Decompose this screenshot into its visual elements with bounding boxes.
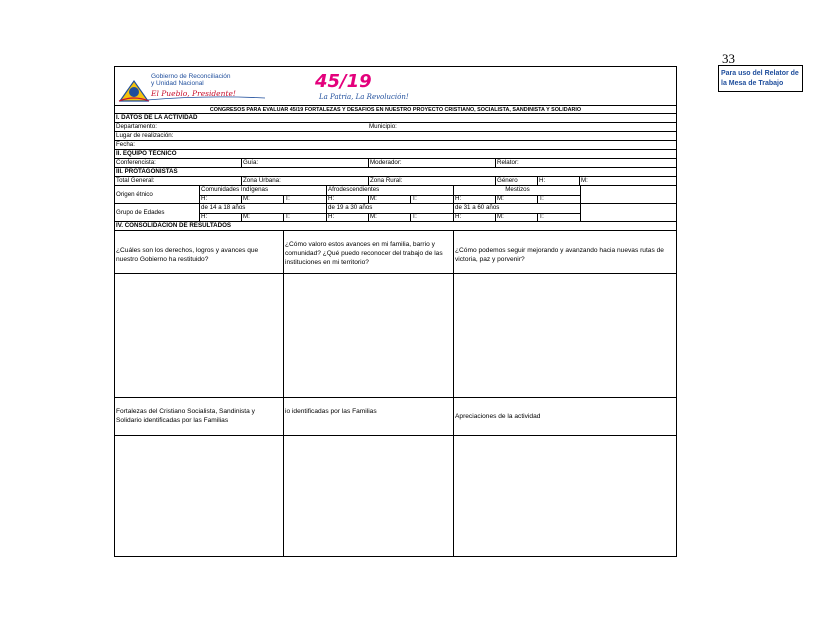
ci-m: M: (241, 195, 283, 203)
section2-heading: II. EQUIPO TÉCNICO (116, 150, 177, 157)
genero-h-label: H: (537, 177, 579, 185)
e3-m: M: (495, 213, 537, 221)
fecha-label: Fecha: (116, 141, 135, 148)
edad2-label: de 19 a 30 años (326, 204, 453, 213)
row-departamento (115, 122, 676, 131)
gov-line-1: Gobierno de Reconciliación (151, 73, 231, 80)
section1-heading-row (115, 113, 676, 122)
e3-h: H: (453, 213, 495, 221)
section3-heading-row (115, 167, 676, 176)
afro-label: Afrodescendientes (326, 186, 453, 195)
genero-m-label: M: (581, 177, 588, 184)
brand-tagline: La Patria, La Revolución! (319, 93, 409, 101)
desafios-label: io identificadas por las Familias (285, 408, 377, 415)
moderador-label: Moderador: (368, 159, 495, 167)
gov-slogan: El Pueblo, Presidente! (151, 89, 236, 98)
row-lugar (115, 131, 676, 140)
af-t: T: (410, 195, 453, 203)
apreciaciones-label: Apreciaciones de la actividad (455, 413, 541, 420)
form-title: CONGRESOS PARA EVALUAR 45/19 FORTALEZAS Y DESAFIOS EN NUESTRO PROYECTO CRISTIANO, SOCIALISTA, SANDINISTA Y SOLIDARIO (209, 107, 582, 113)
e1-m: M: (241, 213, 283, 221)
edad1-label: de 14 a 18 años (199, 204, 326, 213)
page-number: 33 (722, 51, 735, 66)
origen-label: Origen étnico (116, 191, 153, 198)
gov-line-2: y Unidad Nacional (151, 80, 204, 87)
conferencista-label: Conferencista: (116, 159, 156, 166)
e3-t: T: (537, 213, 580, 221)
genero-label: Género (495, 177, 537, 185)
edad3-label: de 31 a 60 años (453, 204, 580, 213)
brand-number: 45/19 (315, 71, 372, 92)
total-label: Total General: (116, 177, 155, 184)
af-m: M: (368, 195, 410, 203)
logo-zone (115, 67, 676, 105)
af-h: H: (326, 195, 368, 203)
zona-rural-label: Zona Rural: (368, 177, 495, 185)
question-2: ¿Cómo valoro estos avances en mi familia, barrio y comunidad? ¿Qué puedo reconocer del trabajo de las instituciones en mi territorio? (285, 241, 443, 266)
question-3: ¿Cómo podemos seguir mejorando y avanzando hacia nuevas rutas de victoria, paz y porvenir? (455, 247, 664, 263)
section1-heading: I. DATOS DE LA ACTIVIDAD (116, 114, 198, 121)
form (114, 66, 677, 557)
e2-t: T: (410, 213, 453, 221)
municipio-label: Municipio: (369, 123, 397, 130)
ci-t: T: (283, 195, 326, 203)
e2-h: H: (326, 213, 368, 221)
gov-text (151, 73, 231, 87)
question-1: ¿Cuáles son los derechos, logros y avances que nuestro Gobierno ha restituido? (116, 247, 259, 263)
brand-logo (313, 69, 409, 103)
section2-heading-row (115, 149, 676, 158)
lugar-label: Lugar de realización: (116, 132, 174, 139)
form-title-row (115, 105, 676, 113)
me-m: M: (495, 195, 537, 203)
section4-heading-row (115, 221, 676, 230)
row-origen (115, 185, 676, 203)
departamento-label: Departamento: (116, 123, 157, 130)
relator-box: Para uso del Relator de la Mesa de Trabajo (718, 65, 803, 92)
row-edades (115, 203, 676, 221)
me-t: T: (537, 195, 580, 203)
row-equipo (115, 158, 676, 167)
mestizos-label: Mestizos (453, 186, 580, 195)
guia-label: Guía: (241, 159, 368, 167)
e1-t: T: (283, 213, 326, 221)
section3-heading: III. PROTAGONISTAS (116, 168, 178, 175)
me-h: H: (453, 195, 495, 203)
section4-heading: IV. CONSOLIDACIÓN DE RESULTADOS (116, 222, 232, 229)
grupo-label: Grupo de Edades (116, 209, 165, 216)
fortalezas-label: Fortalezas del Cristiano Socialista, Sandinista y Solidario identificadas por las Familias (116, 408, 255, 424)
comunidades-label: Comunidades Indígenas (199, 186, 326, 195)
ci-h: H: (199, 195, 241, 203)
row-total (115, 176, 676, 185)
e1-h: H: (199, 213, 241, 221)
row-fecha (115, 140, 676, 149)
e2-m: M: (368, 213, 410, 221)
relator-label: Relator: (497, 159, 519, 166)
zona-urbana-label: Zona Urbana: (241, 177, 368, 185)
